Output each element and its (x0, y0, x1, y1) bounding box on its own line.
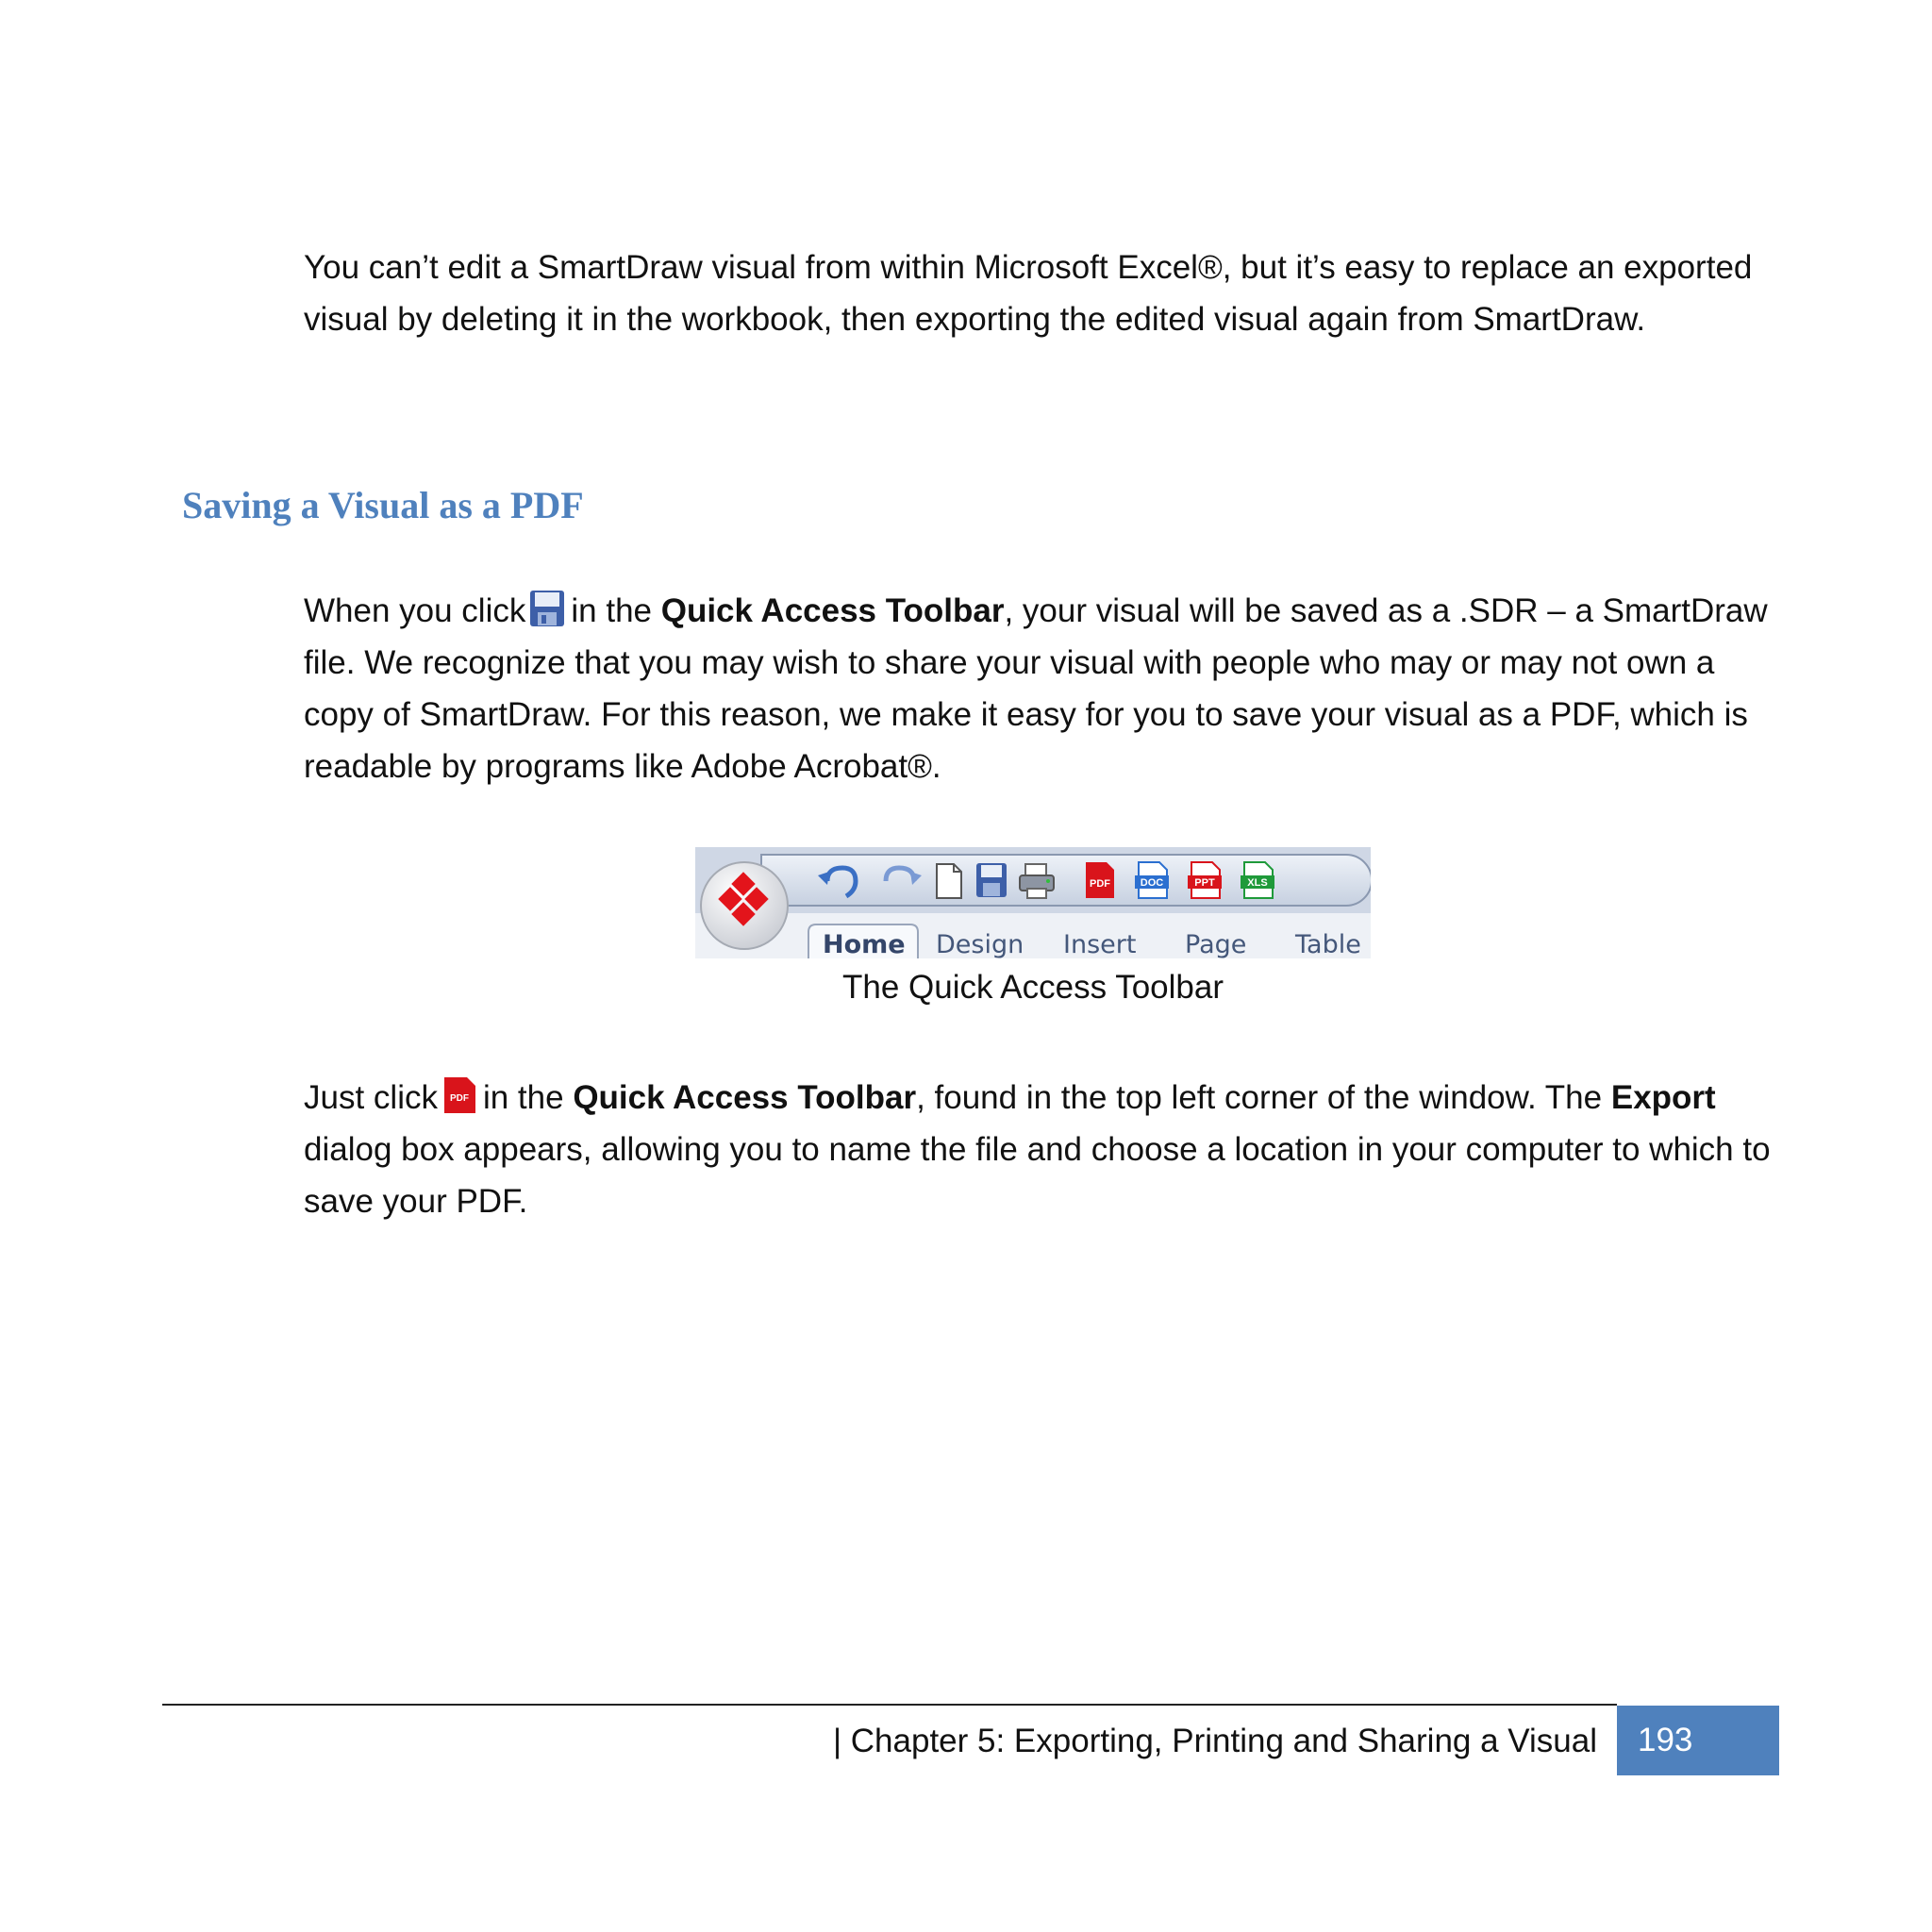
tab-insert[interactable]: Insert (1063, 930, 1137, 958)
ppt-export-icon[interactable] (1188, 862, 1222, 898)
toolbar-screenshot (695, 847, 1371, 958)
para3-text-middle: , found in the top left corner of the window. The (916, 1079, 1603, 1116)
pdf-paragraph (304, 1072, 1775, 1227)
para2-text-start: When you click (304, 592, 526, 629)
para3-text-start: Just click (304, 1079, 438, 1116)
doc-icon-label: DOC (1140, 877, 1164, 889)
xls-export-icon[interactable] (1241, 862, 1274, 898)
quick-access-toolbar-term: Quick Access Toolbar (573, 1079, 917, 1116)
new-document-icon[interactable] (937, 864, 961, 898)
page-number: 193 (1617, 1706, 1779, 1775)
save-icon (529, 590, 565, 627)
footer-chapter-title: | Chapter 5: Exporting, Printing and Sharing a Visual (832, 1723, 1597, 1759)
figure-caption: The Quick Access Toolbar (842, 969, 1224, 1006)
para2-text-in-the: in the (571, 592, 652, 629)
smartdraw-logo-button[interactable] (701, 862, 788, 949)
pdf-export-icon[interactable] (1086, 862, 1114, 898)
pdf-inline-icon-label: PDF (449, 1093, 469, 1104)
ppt-icon-label: PPT (1194, 877, 1215, 889)
para3-text-in-the: in the (482, 1079, 564, 1116)
para2-text-rest: , your visual will be saved as a .SDR – a SmartDraw file. We recognize that you may wish to share your visual with people who may or may not own a copy of SmartDraw. For this reason, we make it easy for you to save your visual as a PDF, which is readable by programs like Adobe Acrobat®. (304, 592, 1768, 785)
section-heading: Saving a Visual as a PDF (182, 484, 584, 526)
save-icon[interactable] (976, 863, 1007, 897)
para3-text-rest: dialog box appears, allowing you to name the file and choose a location in your computer to which to save your PDF. (304, 1131, 1771, 1220)
quick-access-toolbar-term: Quick Access Toolbar (660, 592, 1005, 629)
save-paragraph (304, 585, 1775, 792)
footer-rule (162, 1704, 1617, 1706)
tab-design[interactable]: Design (936, 930, 1024, 958)
pdf-icon-label: PDF (1090, 878, 1110, 890)
tab-table[interactable]: Table (1295, 930, 1361, 958)
export-term: Export (1610, 1079, 1716, 1116)
xls-icon-label: XLS (1247, 877, 1268, 889)
tab-home[interactable]: Home (823, 930, 906, 958)
doc-export-icon[interactable] (1135, 862, 1169, 898)
tab-page[interactable]: Page (1185, 930, 1247, 958)
pdf-icon (441, 1076, 477, 1114)
intro-paragraph: You can’t edit a SmartDraw visual from within Microsoft Excel®, but it’s easy to replace an exported visual by deleting it in the workbook, then exporting the edited visual again from SmartDraw. (304, 249, 1753, 338)
quick-access-toolbar-image (695, 847, 1371, 958)
